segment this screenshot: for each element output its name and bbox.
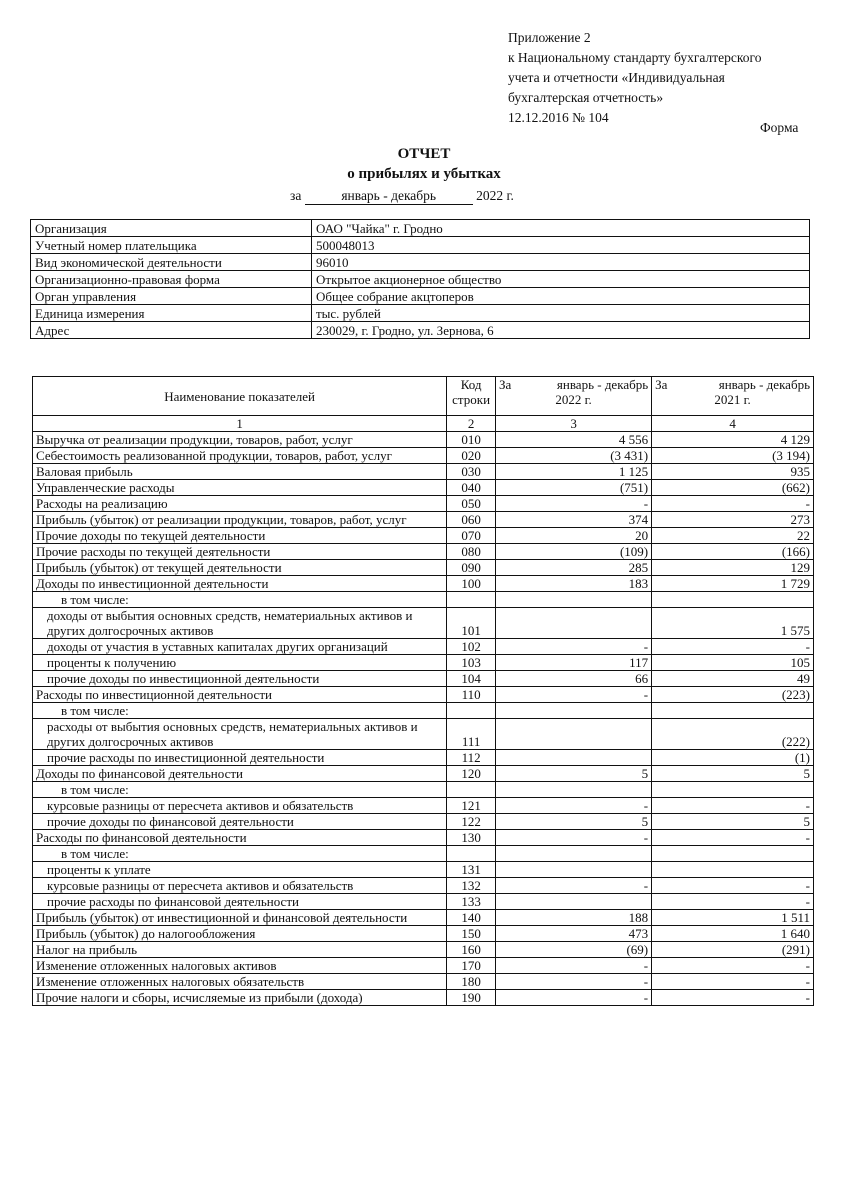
row-previous-value: 935 xyxy=(652,464,814,480)
row-name: Прибыль (убыток) от реализации продукции, товаров, работ, услуг xyxy=(33,512,447,528)
row-name: Прочие расходы по текущей деятельности xyxy=(33,544,447,560)
row-code: 104 xyxy=(447,671,496,687)
table-row xyxy=(33,480,814,496)
row-current-value: 20 xyxy=(496,528,652,544)
row-code xyxy=(447,703,496,719)
row-previous-value: 1 640 xyxy=(652,926,814,942)
appendix-line: учета и отчетности «Индивидуальная xyxy=(508,70,725,85)
org-info-row xyxy=(31,305,810,322)
table-header-row xyxy=(33,377,814,416)
row-current-value xyxy=(496,703,652,719)
table-row xyxy=(33,512,814,528)
row-name: курсовые разницы от пересчета активов и обязательств xyxy=(33,798,447,814)
row-name: в том числе: xyxy=(33,703,447,719)
row-code xyxy=(447,782,496,798)
column-number: 2 xyxy=(447,416,496,432)
row-current-value: 183 xyxy=(496,576,652,592)
org-info-value: ОАО "Чайка" г. Гродно xyxy=(312,220,810,237)
header-prev-za: За xyxy=(655,377,668,392)
header-cur-za: За xyxy=(499,377,512,392)
organization-info-table xyxy=(30,219,810,339)
row-previous-value: 1 729 xyxy=(652,576,814,592)
row-code: 190 xyxy=(447,990,496,1006)
header-code-line1: Код xyxy=(460,377,482,392)
row-current-value xyxy=(496,894,652,910)
row-code xyxy=(447,846,496,862)
row-previous-value: - xyxy=(652,496,814,512)
table-row xyxy=(33,958,814,974)
row-previous-value: - xyxy=(652,894,814,910)
row-previous-value: 5 xyxy=(652,766,814,782)
row-code: 133 xyxy=(447,894,496,910)
table-row xyxy=(33,671,814,687)
row-previous-value: - xyxy=(652,639,814,655)
row-previous-value xyxy=(652,862,814,878)
row-current-value: - xyxy=(496,496,652,512)
row-name: Прибыль (убыток) до налогообложения xyxy=(33,926,447,942)
header-cur-period: январь - декабрь xyxy=(556,377,649,392)
row-previous-value xyxy=(652,782,814,798)
row-name: в том числе: xyxy=(33,846,447,862)
row-name: прочие доходы по инвестиционной деятельности xyxy=(33,671,447,687)
header-cur-year: 2022 г. xyxy=(555,392,592,407)
row-previous-value: - xyxy=(652,878,814,894)
row-name: доходы от выбытия основных средств, нематериальных активов и других долгосрочных активов xyxy=(33,608,447,639)
table-row xyxy=(33,894,814,910)
row-current-value: - xyxy=(496,639,652,655)
appendix-line: к Национальному стандарту бухгалтерского xyxy=(508,50,762,65)
header-current-period xyxy=(496,377,652,416)
row-current-value: (69) xyxy=(496,942,652,958)
row-current-value: 4 556 xyxy=(496,432,652,448)
org-info-label: Организация xyxy=(31,220,312,237)
row-code: 170 xyxy=(447,958,496,974)
table-row xyxy=(33,926,814,942)
row-current-value xyxy=(496,592,652,608)
org-info-row xyxy=(31,271,810,288)
row-name: прочие расходы по инвестиционной деятельности xyxy=(33,750,447,766)
org-info-label: Организационно-правовая форма xyxy=(31,271,312,288)
table-row xyxy=(33,798,814,814)
row-previous-value: - xyxy=(652,958,814,974)
row-name: Управленческие расходы xyxy=(33,480,447,496)
org-info-value: Общее собрание акцтоперов xyxy=(312,288,810,305)
row-name: доходы от участия в уставных капиталах других организаций xyxy=(33,639,447,655)
row-code: 080 xyxy=(447,544,496,560)
row-current-value xyxy=(496,846,652,862)
row-previous-value: 105 xyxy=(652,655,814,671)
header-code xyxy=(447,377,496,416)
appendix-line: 12.12.2016 № 104 xyxy=(508,110,609,125)
row-previous-value: 5 xyxy=(652,814,814,830)
row-code: 111 xyxy=(447,719,496,750)
table-row xyxy=(33,464,814,480)
row-code xyxy=(447,592,496,608)
row-previous-value: (1) xyxy=(652,750,814,766)
row-current-value: 1 125 xyxy=(496,464,652,480)
table-row xyxy=(33,719,814,750)
row-current-value: 188 xyxy=(496,910,652,926)
period-year: 2022 г. xyxy=(476,188,514,203)
table-row xyxy=(33,910,814,926)
table-row xyxy=(33,830,814,846)
table-row xyxy=(33,766,814,782)
row-name: Прочие доходы по текущей деятельности xyxy=(33,528,447,544)
row-previous-value: - xyxy=(652,974,814,990)
row-previous-value: 129 xyxy=(652,560,814,576)
org-info-label: Адрес xyxy=(31,322,312,339)
header-name: Наименование показателей xyxy=(33,377,447,416)
row-current-value xyxy=(496,862,652,878)
table-row xyxy=(33,639,814,655)
row-name: Прочие налоги и сборы, исчисляемые из прибыли (дохода) xyxy=(33,990,447,1006)
row-current-value xyxy=(496,719,652,750)
table-row xyxy=(33,814,814,830)
row-current-value: 5 xyxy=(496,814,652,830)
row-code: 121 xyxy=(447,798,496,814)
row-previous-value: - xyxy=(652,798,814,814)
org-info-row xyxy=(31,237,810,254)
row-previous-value: (166) xyxy=(652,544,814,560)
column-number: 4 xyxy=(652,416,814,432)
row-code: 150 xyxy=(447,926,496,942)
row-code: 110 xyxy=(447,687,496,703)
org-info-value: 500048013 xyxy=(312,237,810,254)
row-name: Прибыль (убыток) от инвестиционной и финансовой деятельности xyxy=(33,910,447,926)
header-prev-period: январь - декабрь xyxy=(718,377,810,392)
table-row xyxy=(33,846,814,862)
row-code: 020 xyxy=(447,448,496,464)
row-current-value xyxy=(496,750,652,766)
row-name: Выручка от реализации продукции, товаров, работ, услуг xyxy=(33,432,447,448)
table-row xyxy=(33,496,814,512)
row-current-value: 285 xyxy=(496,560,652,576)
row-name: прочие доходы по финансовой деятельности xyxy=(33,814,447,830)
row-current-value xyxy=(496,608,652,639)
table-row xyxy=(33,432,814,448)
row-name: Валовая прибыль xyxy=(33,464,447,480)
row-name: курсовые разницы от пересчета активов и обязательств xyxy=(33,878,447,894)
period-prefix: за xyxy=(290,188,302,203)
column-number: 1 xyxy=(33,416,447,432)
row-previous-value xyxy=(652,592,814,608)
row-name: Налог на прибыль xyxy=(33,942,447,958)
row-previous-value xyxy=(652,703,814,719)
row-name: проценты к получению xyxy=(33,655,447,671)
table-row xyxy=(33,544,814,560)
header-prev-year: 2021 г. xyxy=(714,392,751,407)
row-name: в том числе: xyxy=(33,592,447,608)
row-current-value: - xyxy=(496,990,652,1006)
row-code: 100 xyxy=(447,576,496,592)
row-code: 102 xyxy=(447,639,496,655)
row-name: расходы от выбытия основных средств, нематериальных активов и других долгосрочных активов xyxy=(33,719,447,750)
row-current-value: 66 xyxy=(496,671,652,687)
row-previous-value: - xyxy=(652,830,814,846)
row-code: 130 xyxy=(447,830,496,846)
table-row xyxy=(33,942,814,958)
row-previous-value: - xyxy=(652,990,814,1006)
org-info-label: Орган управления xyxy=(31,288,312,305)
row-previous-value: 49 xyxy=(652,671,814,687)
row-name: Доходы по финансовой деятельности xyxy=(33,766,447,782)
period-value: январь - декабрь xyxy=(305,188,473,205)
row-code: 140 xyxy=(447,910,496,926)
report-period xyxy=(290,188,514,205)
table-row xyxy=(33,608,814,639)
table-row xyxy=(33,782,814,798)
row-code: 180 xyxy=(447,974,496,990)
appendix-line: бухгалтерская отчетность» xyxy=(508,90,664,105)
row-current-value: 5 xyxy=(496,766,652,782)
row-code: 120 xyxy=(447,766,496,782)
table-row xyxy=(33,687,814,703)
profit-loss-table xyxy=(32,376,814,1006)
row-code: 060 xyxy=(447,512,496,528)
row-code: 010 xyxy=(447,432,496,448)
column-number-row xyxy=(33,416,814,432)
row-previous-value: (222) xyxy=(652,719,814,750)
row-name: в том числе: xyxy=(33,782,447,798)
org-info-value: 96010 xyxy=(312,254,810,271)
row-name: Прибыль (убыток) от текущей деятельности xyxy=(33,560,447,576)
org-info-row xyxy=(31,288,810,305)
table-row xyxy=(33,592,814,608)
row-current-value xyxy=(496,782,652,798)
table-row xyxy=(33,655,814,671)
table-row xyxy=(33,448,814,464)
row-code: 160 xyxy=(447,942,496,958)
row-name: Расходы по инвестиционной деятельности xyxy=(33,687,447,703)
appendix-line: Приложение 2 xyxy=(508,30,591,45)
row-code: 030 xyxy=(447,464,496,480)
org-info-label: Вид экономической деятельности xyxy=(31,254,312,271)
row-current-value: - xyxy=(496,687,652,703)
row-current-value: - xyxy=(496,958,652,974)
form-label: Форма xyxy=(760,120,799,135)
column-number: 3 xyxy=(496,416,652,432)
table-row xyxy=(33,974,814,990)
row-code: 040 xyxy=(447,480,496,496)
row-previous-value xyxy=(652,846,814,862)
row-current-value: - xyxy=(496,830,652,846)
row-current-value: - xyxy=(496,798,652,814)
org-info-label: Учетный номер плательщика xyxy=(31,237,312,254)
row-current-value: 473 xyxy=(496,926,652,942)
row-code: 101 xyxy=(447,608,496,639)
row-previous-value: (3 194) xyxy=(652,448,814,464)
row-previous-value: 1 511 xyxy=(652,910,814,926)
row-name: Изменение отложенных налоговых обязательств xyxy=(33,974,447,990)
table-row xyxy=(33,990,814,1006)
row-code: 070 xyxy=(447,528,496,544)
row-current-value: (109) xyxy=(496,544,652,560)
table-row xyxy=(33,750,814,766)
table-row xyxy=(33,528,814,544)
row-current-value: - xyxy=(496,878,652,894)
row-code: 090 xyxy=(447,560,496,576)
report-subtitle: о прибылях и убытках xyxy=(347,166,501,182)
table-row xyxy=(33,560,814,576)
row-current-value: 374 xyxy=(496,512,652,528)
header-previous-period xyxy=(652,377,814,416)
row-current-value: (751) xyxy=(496,480,652,496)
row-code: 112 xyxy=(447,750,496,766)
org-info-row xyxy=(31,220,810,237)
appendix-block xyxy=(508,28,762,128)
org-info-label: Единица измерения xyxy=(31,305,312,322)
table-row xyxy=(33,878,814,894)
row-previous-value: (662) xyxy=(652,480,814,496)
header-code-line2: строки xyxy=(452,392,491,407)
row-code: 050 xyxy=(447,496,496,512)
org-info-value: Открытое акционерное общество xyxy=(312,271,810,288)
row-previous-value: (223) xyxy=(652,687,814,703)
row-name: Доходы по инвестиционной деятельности xyxy=(33,576,447,592)
org-info-value: 230029, г. Гродно, ул. Зернова, 6 xyxy=(312,322,810,339)
row-code: 132 xyxy=(447,878,496,894)
row-name: проценты к уплате xyxy=(33,862,447,878)
org-info-row xyxy=(31,322,810,339)
row-code: 131 xyxy=(447,862,496,878)
row-code: 122 xyxy=(447,814,496,830)
row-previous-value: 22 xyxy=(652,528,814,544)
row-name: Себестоимость реализованной продукции, товаров, работ, услуг xyxy=(33,448,447,464)
row-name: прочие расходы по финансовой деятельности xyxy=(33,894,447,910)
org-info-row xyxy=(31,254,810,271)
row-name: Расходы на реализацию xyxy=(33,496,447,512)
row-previous-value: 1 575 xyxy=(652,608,814,639)
row-previous-value: 4 129 xyxy=(652,432,814,448)
row-current-value: (3 431) xyxy=(496,448,652,464)
row-code: 103 xyxy=(447,655,496,671)
table-row xyxy=(33,576,814,592)
row-current-value: 117 xyxy=(496,655,652,671)
row-current-value: - xyxy=(496,974,652,990)
row-previous-value: 273 xyxy=(652,512,814,528)
row-name: Расходы по финансовой деятельности xyxy=(33,830,447,846)
report-title: ОТЧЕТ xyxy=(397,146,451,162)
table-row xyxy=(33,862,814,878)
table-row xyxy=(33,703,814,719)
org-info-value: тыс. рублей xyxy=(312,305,810,322)
row-name: Изменение отложенных налоговых активов xyxy=(33,958,447,974)
row-previous-value: (291) xyxy=(652,942,814,958)
